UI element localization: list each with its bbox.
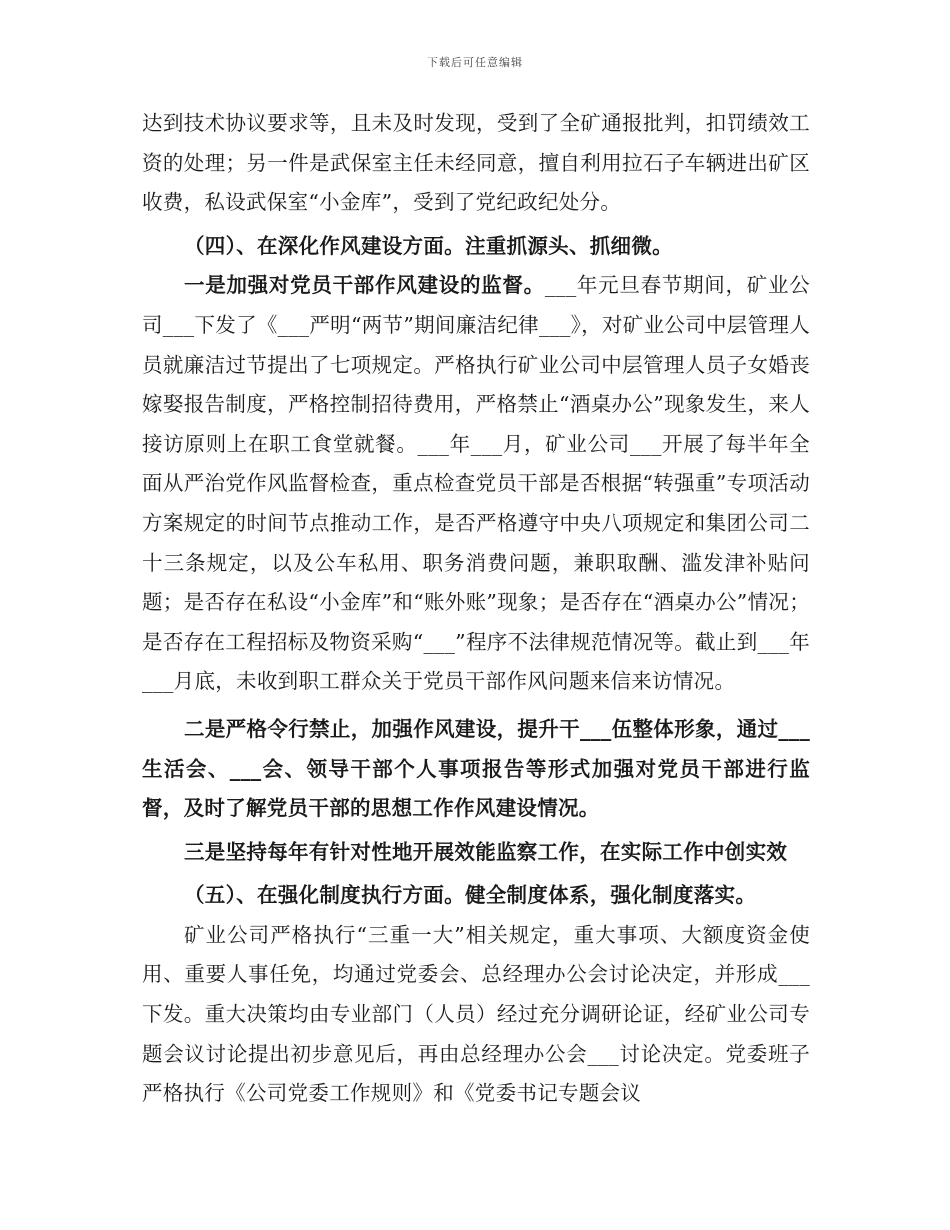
paragraph-continuation: 达到技术协议要求等，且未及时发现，受到了全矿通报批判，扣罚绩效工资的处理；另一件是武保室主任未经同意，擅自利用拉石子车辆进出矿区收费，私设武保室“小金库”，受到了党纪政纪处分。 [142, 111, 810, 215]
document-body [142, 104, 810, 1114]
paragraph-body: ___年元旦春节期间，矿业公司___下发了《___严明“两节”期间廉洁纪律___》，对矿业公司中层管理人员就廉洁过节提出了七项规定。严格执行矿业公司中层管理人员子女婚丧嫁娶报告制度，严格控制招待费用，严格禁止“酒桌办公”现象发生，来人接访原则上在职工食堂就餐。___年___月，矿业公司___开展了每半年全面从严治党作风监督检查，重点检查党员干部是否根据“转强重”专项活动方案规定的时间节点推动工作，是否严格遵守中央八项规定和集团公司二十三条规定，以及公车私用、职务消费问题，兼职取酬、滥发津补贴问题；是否存在私设“小金库”和“账外账”现象；是否存在“酒桌办公”情况；是否存在工程招标及物资采购“___”程序不法律规范情况等。截止到___年___月底，未收到职工群众关于党员干部作风问题来信来访情况。 [142, 273, 810, 694]
paragraph-supervision [142, 266, 810, 702]
paragraph-strict-discipline: 二是严格令行禁止，加强作风建设，提升干___伍整体形象，通过___生活会、___会、领导干部个人事项报告等形式加强对党员干部进行监督，及时了解党员干部的思想工作作风建设情况。 [142, 716, 810, 821]
section-heading-4: （四）、在深化作风建设方面。注重抓源头、抓细微。 [184, 233, 673, 258]
paragraph-lead-bold: 一是加强对党员干部作风建设的监督。 [184, 273, 545, 298]
paragraph-efficiency-supervision: 三是坚持每年有针对性地开展效能监察工作，在实际工作中创实效 [184, 839, 788, 864]
section-heading-5: （五）、在强化制度执行方面。健全制度体系，强化制度落实。 [184, 883, 757, 908]
page-header-note: 下载后可任意编辑 [427, 56, 523, 69]
paragraph-three-major-one-large: 矿业公司严格执行“三重一大”相关规定，重大事项、大额度资金使用、重要人事任免，均通过党委会、总经理办公会讨论决定，并形成___下发。重大决策均由专业部门（人员）经过充分调研论证，经矿业公司专题会议讨论提出初步意见后，再由总经理办公会___讨论决定。党委班子严格执行《公司党委工作规则》和《党委书记专题会议 [142, 922, 810, 1106]
